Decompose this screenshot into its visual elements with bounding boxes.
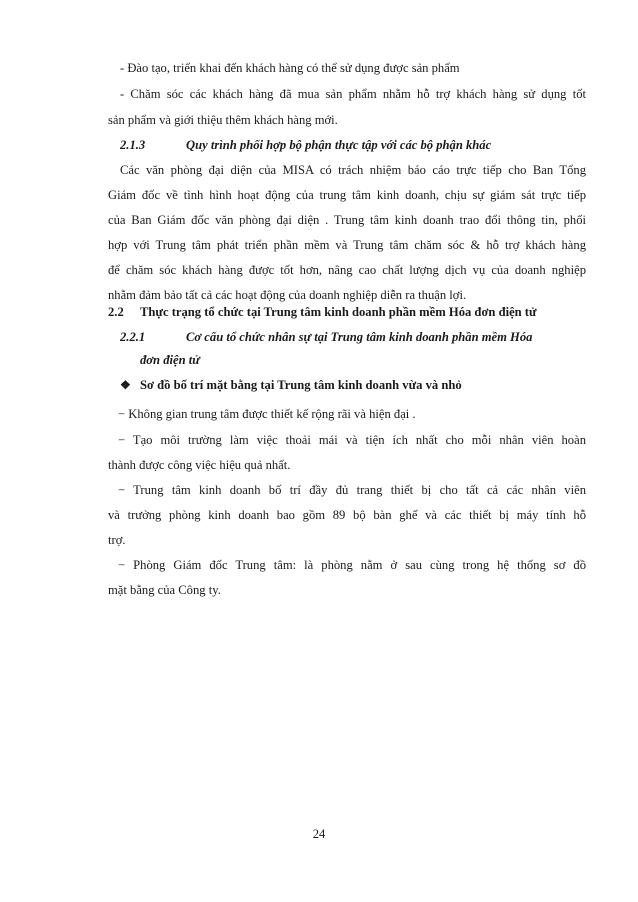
heading-number: 2.2 [108, 305, 124, 319]
text-line: - Đào tạo, triển khai đến khách hàng có thể sử dụng được sản phẩm [120, 61, 460, 75]
text-line: mặt bằng của Công ty. [108, 583, 221, 597]
bullet-heading-text: Sơ đồ bố trí mặt bằng tại Trung tâm kinh doanh vừa và nhỏ [140, 378, 462, 392]
heading-title: Quy trình phối hợp bộ phận thực tập với các bộ phận khác [186, 138, 492, 152]
heading-number: 2.2.1 [120, 330, 146, 344]
heading-title: Cơ cấu tổ chức nhân sự tại Trung tâm kinh doanh phần mềm Hóa [186, 330, 533, 344]
text-line: và trưởng phòng kinh doanh bao gồm 89 bộ bàn ghế và các thiết bị máy tính hỗ [108, 508, 586, 522]
text-line: Giám đốc về tình hình hoạt động của trung tâm kinh doanh, chịu sự giám sát trực tiếp [108, 188, 586, 202]
heading-2-2-1 [120, 329, 586, 345]
page-number: 24 [312, 827, 326, 841]
text-line: trợ. [108, 533, 126, 547]
text-line: sản phẩm và giới thiệu thêm khách hàng mới. [108, 113, 338, 127]
text-line: − Không gian trung tâm được thiết kế rộng rãi và hiện đại . [118, 407, 416, 421]
text-line: thành được công việc hiệu quả nhất. [108, 458, 291, 472]
text-line: nhằm đảm bảo tất cả các hoạt động của doanh nghiệp diễn ra thuận lợi. [108, 288, 467, 302]
text-line: hợp với Trung tâm phát triển phần mềm và Trung tâm chăm sóc & hỗ trợ khách hàng [108, 238, 586, 252]
text-line: để chăm sóc khách hàng được tốt hơn, nâng cao chất lượng dịch vụ của doanh nghiệp [108, 263, 586, 277]
text-line: của Ban Giám đốc văn phòng đại diện . Trung tâm kinh doanh trao đổi thông tin, phối [108, 213, 586, 227]
text-line: − Phòng Giám đốc Trung tâm: là phòng nằm ở sau cùng trong hệ thống sơ đồ [118, 558, 586, 572]
heading-2-1-3 [120, 137, 598, 153]
text-line: - Chăm sóc các khách hàng đã mua sản phẩm nhằm hỗ trợ khách hàng sử dụng tốt [120, 87, 586, 101]
heading-2-2 [108, 304, 586, 320]
heading-number: 2.1.3 [120, 138, 146, 152]
text-line: Các văn phòng đại diện của MISA có trách nhiệm báo cáo trực tiếp cho Ban Tổng [120, 163, 586, 177]
diamond-bullet-icon: ❖ [120, 378, 131, 392]
bullet-heading [120, 377, 598, 393]
text-line: − Tạo môi trường làm việc thoải mái và tiện ích nhất cho mỗi nhân viên hoàn [118, 433, 586, 447]
text-line: − Trung tâm kinh doanh bố trí đầy đủ trang thiết bị cho tất cả các nhân viên [118, 483, 586, 497]
heading-2-2-1-cont: đơn điện tử [140, 353, 200, 367]
heading-title: Thực trạng tổ chức tại Trung tâm kinh doanh phần mềm Hóa đơn điện tử [140, 305, 537, 319]
